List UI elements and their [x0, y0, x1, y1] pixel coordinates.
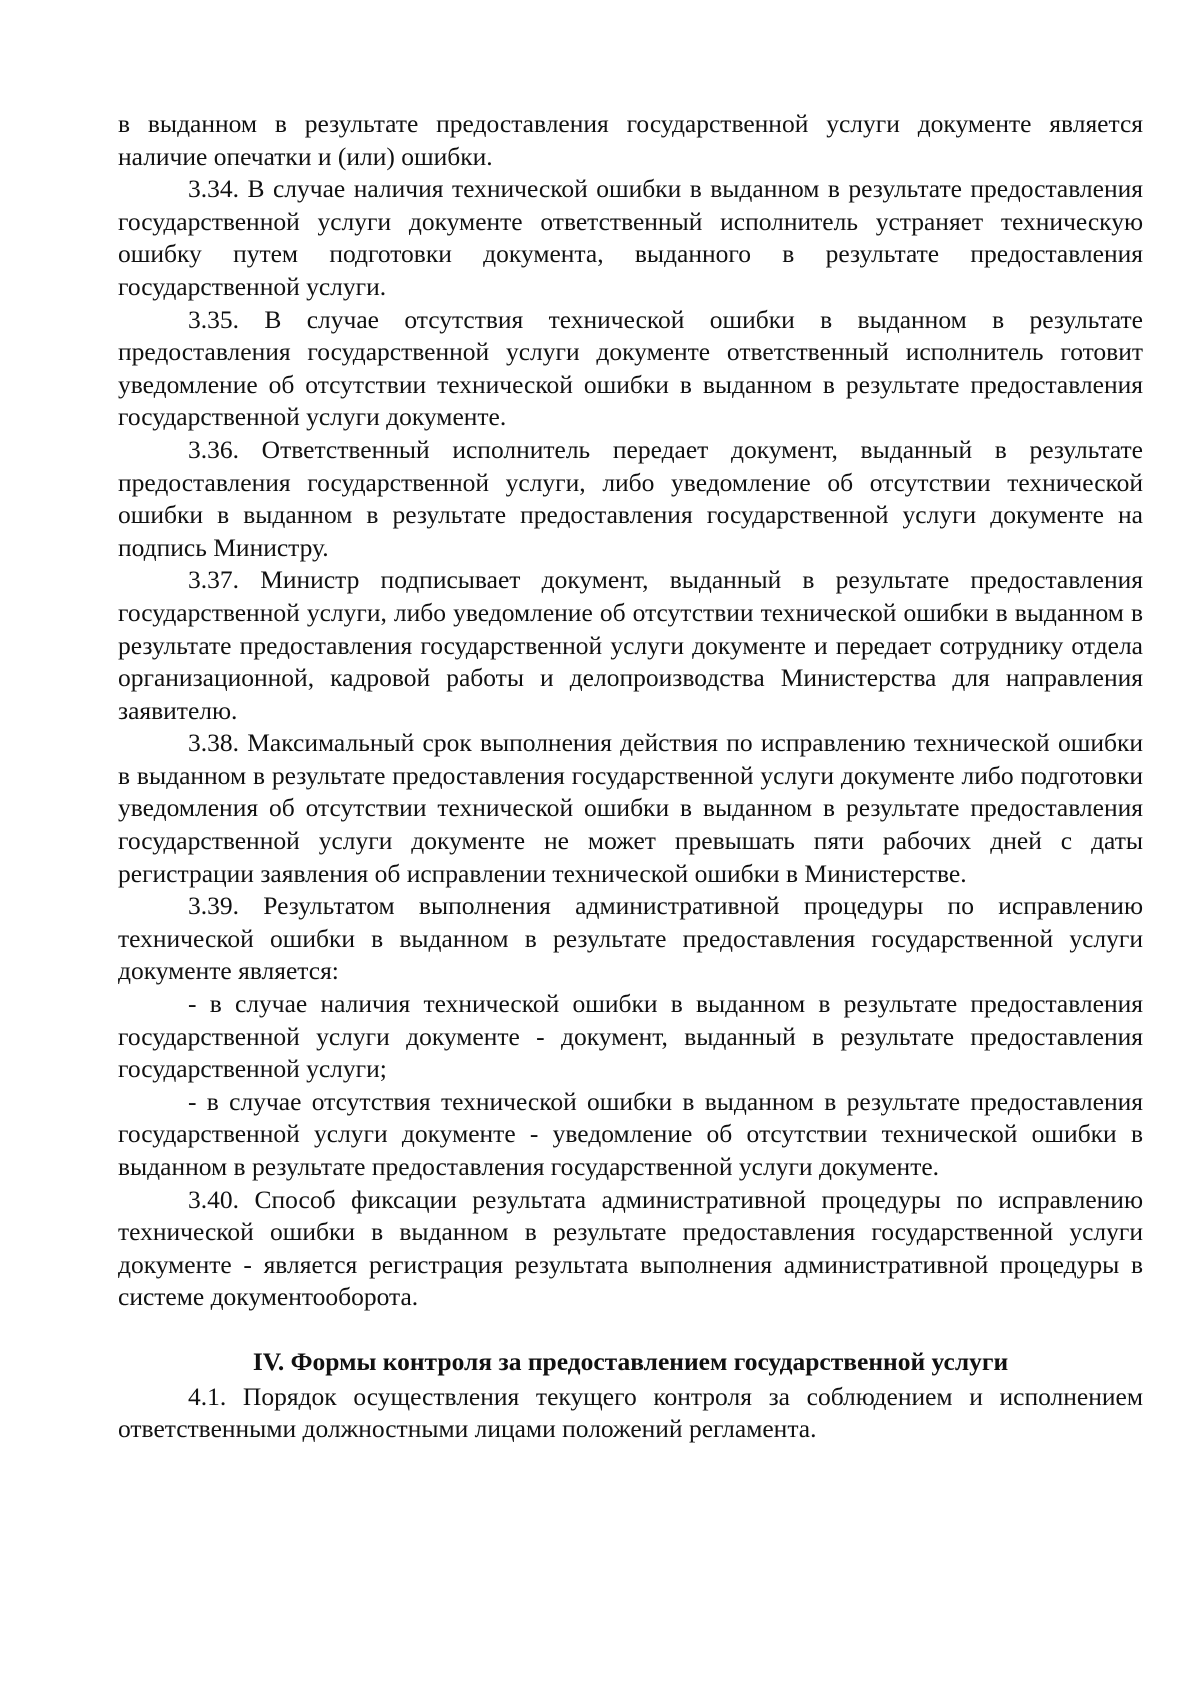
paragraph-3-40: 3.40. Способ фиксации результата административной процедуры по исправлению технической ошибки в выданном в результате предоставления государственной услуги документе - является регистрация результата выполнения административной процедуры в системе документооборота.	[118, 1184, 1143, 1312]
paragraph-3-38: 3.38. Максимальный срок выполнения действия по исправлению технической ошибки в выданном в результате предоставления государственной услуги документе либо подготовки уведомления об отсутствии технической ошибки в выданном в результате предоставления государственной услуги документе не может превышать пяти рабочих дней с даты регистрации заявления об исправлении технической ошибки в Министерстве.	[118, 728, 1143, 888]
paragraph-continuation: в выданном в результате предоставления государственной услуги документе является наличие опечатки и (или) ошибки.	[118, 109, 1143, 171]
paragraph-3-34: 3.34. В случае наличия технической ошибки в выданном в результате предоставления государственной услуги документе ответственный исполнитель устраняет техническую ошибку путем подготовки документа, выданного в результате предоставления государственной услуги.	[118, 174, 1143, 301]
paragraph-3-35: 3.35. В случае отсутствия технической ошибки в выданном в результате предоставления государственной услуги документе ответственный исполнитель готовит уведомление об отсутствии технической ошибки в выданном в результате предоставления государственной услуги документе.	[118, 304, 1143, 432]
list-item-3-39-a: - в случае наличия технической ошибки в выданном в результате предоставления государственной услуги документе - документ, выданный в результате предоставления государственной услуги;	[118, 989, 1143, 1084]
section-heading: IV. Формы контроля за предоставлением государственной услуги	[252, 1346, 1009, 1376]
paragraph-3-37: 3.37. Министр подписывает документ, выданный в результате предоставления государственной услуги, либо уведомление об отсутствии технической ошибки в выданном в результате предоставления государственной услуги документе и передает сотруднику отдела организационной, кадровой работы и делопроизводства Министерства для направления заявителю.	[118, 565, 1143, 725]
paragraph-4-1: 4.1. Порядок осуществления текущего контроля за соблюдением и исполнением ответственными должностными лицами положений регламента.	[118, 1381, 1143, 1444]
document-page	[118, 108, 1143, 1446]
paragraph-3-39: 3.39. Результатом выполнения административной процедуры по исправлению технической ошибки в выданном в результате предоставления государственной услуги документе является:	[118, 891, 1143, 986]
paragraph-3-36: 3.36. Ответственный исполнитель передает документ, выданный в результате предоставления государственной услуги, либо уведомление об отсутствии технической ошибки в выданном в результате предоставления государственной услуги документе на подпись Министру.	[118, 434, 1143, 562]
list-item-3-39-b: - в случае отсутствия технической ошибки в выданном в результате предоставления государственной услуги документе - уведомление об отсутствии технической ошибки в выданном в результате предоставления государственной услуги документе.	[118, 1086, 1143, 1181]
